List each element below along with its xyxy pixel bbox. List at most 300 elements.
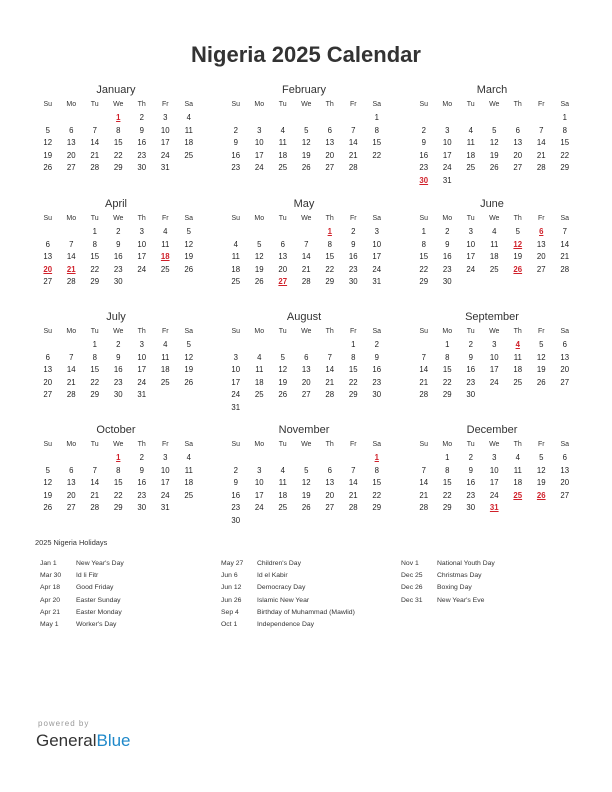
weekday-header: Tu [466,328,475,335]
weekday-header: Th [325,215,334,222]
day-cell: 23 [372,377,382,387]
weekday-header: Su [419,101,429,108]
day-cell: 17 [489,365,499,375]
day-cell: 23 [137,150,147,160]
day-cell: 3 [163,453,168,462]
day-cell: 30 [442,277,452,287]
holiday-date: Dec 31 [401,596,423,604]
month-name: December [466,424,518,436]
day-cell: 2 [351,227,356,236]
empty-cell [60,339,84,352]
day-cell: 26 [489,163,499,173]
day-cell: 4 [233,239,238,249]
day-cell: 12 [43,478,53,488]
day-cell: 8 [351,352,356,362]
day-cell: 28 [66,277,76,287]
day-cell: 19 [254,264,264,274]
day-cell: 13 [278,252,288,262]
day-cell: 6 [45,239,50,249]
day-cell: 31 [137,390,147,400]
day-cell: 17 [137,365,147,375]
empty-cell [83,452,107,465]
empty-cell [506,112,530,125]
holiday-date: May 1 [40,620,59,628]
day-cell: 26 [301,163,311,173]
day-cell: 21 [536,150,546,160]
day-cell: 18 [184,138,194,148]
day-cell: 28 [419,503,429,513]
weekday-header: Mo [254,215,265,222]
day-cell: 4 [280,125,285,135]
day-cell: 15 [348,365,358,375]
day-cell: 20 [325,490,335,500]
day-cell: 9 [468,352,473,362]
day-cell: 26 [43,163,53,173]
month-november [224,422,384,528]
day-cell: 9 [468,465,473,475]
weekday-header: Fr [349,101,357,108]
day-cell: 25 [160,264,170,274]
day-cell: 6 [327,125,332,135]
weekday-header: Tu [90,215,99,222]
weekday-header: Tu [278,328,287,335]
day-cell: 3 [492,340,497,349]
empty-cell [36,452,60,465]
empty-cell [36,339,60,352]
holiday-date: Mar 30 [40,572,62,580]
day-cell: 12 [278,365,288,375]
day-cell: 24 [489,490,499,500]
holiday-day: 4 [515,340,520,349]
holiday-day: 1 [327,227,332,236]
day-cell: 11 [278,478,287,488]
day-cell: 31 [372,277,382,287]
day-cell: 28 [90,163,100,173]
holiday-date: Nov 1 [401,560,419,567]
day-cell: 14 [348,478,358,488]
day-cell: 29 [325,277,335,287]
empty-cell [342,112,366,125]
day-cell: 19 [43,150,53,160]
day-cell: 31 [231,402,241,412]
day-cell: 7 [351,125,356,135]
day-cell: 14 [348,138,358,148]
day-cell: 27 [43,390,53,400]
day-cell: 16 [231,150,241,160]
empty-cell [83,112,107,125]
holiday-date: Jun 12 [221,584,242,592]
weekday-header: Su [419,441,429,448]
month-name: May [293,198,315,210]
day-cell: 28 [419,390,429,400]
day-cell: 9 [445,239,450,249]
day-cell: 16 [137,138,147,148]
day-cell: 30 [113,390,123,400]
holiday-day: 1 [116,453,121,462]
weekday-header: Sa [560,441,570,448]
day-cell: 24 [372,264,382,274]
holiday-item [40,582,124,594]
month-grid [36,212,196,289]
day-cell: 29 [372,503,382,513]
day-cell: 9 [351,239,356,249]
day-cell: 2 [116,340,121,349]
holiday-name: Birthday of Muhammad (Mawlid) [257,608,355,616]
day-cell: 26 [184,377,194,387]
day-cell: 25 [466,163,476,173]
day-cell: 21 [348,150,358,160]
month-name: February [281,84,327,96]
weekday-header: Fr [161,328,169,335]
day-cell: 14 [419,365,429,375]
month-grid [36,325,196,402]
day-cell: 29 [442,390,452,400]
day-cell: 11 [513,465,522,475]
day-cell: 19 [301,490,311,500]
day-cell: 14 [536,138,546,148]
month-september [412,309,572,402]
month-name: September [465,311,519,323]
day-cell: 27 [536,264,546,274]
empty-cell [248,112,272,125]
day-cell: 5 [515,227,520,236]
weekday-header: Th [513,441,522,448]
day-cell: 28 [348,163,358,173]
holiday-item [401,570,495,582]
day-cell: 13 [43,365,53,375]
day-cell: 26 [254,277,264,287]
day-cell: 6 [562,340,567,349]
day-cell: 19 [184,365,194,375]
day-cell: 11 [490,239,499,249]
brand-name-part1: General [36,731,97,750]
holiday-name: Good Friday [76,584,114,592]
month-name: August [286,311,322,323]
day-cell: 9 [233,138,238,148]
day-cell: 2 [139,453,144,462]
day-cell: 28 [301,277,311,287]
day-cell: 9 [374,352,379,362]
day-cell: 23 [442,264,452,274]
empty-cell [412,452,436,465]
day-cell: 24 [254,503,264,513]
day-cell: 5 [304,465,309,475]
day-cell: 5 [186,340,191,349]
day-cell: 4 [186,113,191,122]
day-cell: 7 [69,352,74,362]
day-cell: 19 [513,252,523,262]
weekday-header: Mo [254,328,265,335]
holiday-name: Worker's Day [76,620,117,628]
month-grid [36,438,196,515]
holiday-day: 26 [513,264,523,274]
holiday-item [221,619,355,631]
holiday-name: National Youth Day [437,560,495,567]
day-cell: 27 [513,163,523,173]
day-cell: 20 [560,365,570,375]
day-cell: 29 [90,277,100,287]
weekday-header: Mo [66,215,77,222]
month-grid [412,212,572,289]
day-cell: 11 [161,352,170,362]
empty-cell [295,226,319,239]
weekday-header: Sa [372,328,382,335]
day-cell: 3 [257,465,262,475]
weekday-header: Su [43,441,53,448]
day-cell: 22 [560,150,570,160]
day-cell: 11 [513,352,522,362]
day-cell: 5 [539,453,544,462]
weekday-header: Tu [466,441,475,448]
holiday-name: Id el Kabir [257,572,288,580]
day-cell: 22 [348,377,358,387]
day-cell: 16 [231,490,241,500]
generalblue-logo[interactable] [36,731,131,751]
day-cell: 28 [536,163,546,173]
day-cell: 28 [348,503,358,513]
holiday-item [401,582,495,594]
day-cell: 22 [442,490,452,500]
month-grid [224,212,384,289]
day-cell: 30 [466,390,476,400]
day-cell: 24 [442,163,452,173]
day-cell: 22 [372,150,382,160]
day-cell: 10 [466,239,476,249]
day-cell: 30 [231,515,241,525]
day-cell: 13 [301,365,311,375]
weekday-header: We [113,328,124,335]
day-cell: 7 [562,227,567,236]
weekday-header: Fr [349,441,357,448]
day-cell: 5 [280,352,285,362]
day-cell: 4 [492,227,497,236]
day-cell: 24 [231,390,241,400]
day-cell: 7 [351,465,356,475]
day-cell: 19 [278,377,288,387]
weekday-header: We [113,215,124,222]
day-cell: 21 [90,150,100,160]
day-cell: 1 [445,453,450,462]
weekday-header: Sa [372,215,382,222]
holiday-date: Jan 1 [40,560,57,567]
day-cell: 7 [327,352,332,362]
month-grid [224,438,384,528]
empty-cell [342,452,366,465]
day-cell: 15 [419,252,429,262]
day-cell: 23 [231,503,241,513]
holiday-item [221,558,355,570]
weekday-header: Su [43,328,53,335]
day-cell: 2 [374,340,379,349]
day-cell: 10 [137,239,147,249]
empty-cell [60,226,84,239]
weekday-header: Fr [349,328,357,335]
day-cell: 30 [466,503,476,513]
weekday-header: Th [137,101,146,108]
weekday-header: Mo [442,328,453,335]
day-cell: 17 [254,150,264,160]
day-cell: 6 [327,465,332,475]
holiday-item [40,595,124,607]
weekday-header: We [113,441,124,448]
holiday-name: Easter Sunday [76,596,121,604]
day-cell: 16 [372,365,382,375]
day-cell: 25 [184,490,194,500]
day-cell: 1 [351,340,356,349]
holiday-day: 18 [160,252,170,262]
day-cell: 29 [419,277,429,287]
day-cell: 8 [116,125,121,135]
day-cell: 12 [301,478,311,488]
day-cell: 25 [278,503,288,513]
month-grid [412,98,572,188]
holiday-day: 30 [419,175,429,185]
day-cell: 10 [254,138,264,148]
day-cell: 8 [92,352,97,362]
day-cell: 4 [163,227,168,236]
day-cell: 3 [163,113,168,122]
day-cell: 8 [92,239,97,249]
month-august [224,309,384,415]
day-cell: 14 [90,478,100,488]
day-cell: 4 [280,465,285,475]
weekday-header: Su [231,215,241,222]
day-cell: 11 [184,465,193,475]
day-cell: 13 [66,478,76,488]
day-cell: 1 [445,340,450,349]
day-cell: 12 [43,138,53,148]
day-cell: 19 [536,478,546,488]
day-cell: 7 [421,465,426,475]
empty-cell [60,112,84,125]
weekday-header: Th [513,215,522,222]
day-cell: 18 [489,252,499,262]
holiday-day: 6 [539,227,544,236]
day-cell: 4 [163,340,168,349]
day-cell: 29 [442,503,452,513]
empty-cell [248,339,272,352]
day-cell: 11 [184,125,193,135]
empty-cell [36,112,60,125]
day-cell: 5 [186,227,191,236]
day-cell: 23 [137,490,147,500]
weekday-header: Th [137,328,146,335]
holiday-date: Apr 18 [40,584,61,592]
day-cell: 3 [139,227,144,236]
day-cell: 7 [421,352,426,362]
day-cell: 2 [116,227,121,236]
day-cell: 6 [69,125,74,135]
holiday-name: Children's Day [257,560,301,567]
month-name: January [96,84,136,96]
day-cell: 10 [160,465,170,475]
holiday-name: Easter Monday [76,608,122,616]
empty-cell [271,452,295,465]
day-cell: 9 [233,478,238,488]
day-cell: 10 [160,125,170,135]
day-cell: 10 [372,239,382,249]
holiday-column [221,558,355,631]
day-cell: 5 [257,239,262,249]
day-cell: 13 [325,138,335,148]
day-cell: 20 [560,478,570,488]
day-cell: 17 [254,490,264,500]
day-cell: 14 [66,252,76,262]
weekday-header: Th [513,328,522,335]
day-cell: 25 [160,377,170,387]
weekday-header: Tu [90,328,99,335]
day-cell: 20 [301,377,311,387]
day-cell: 29 [348,390,358,400]
day-cell: 18 [160,365,170,375]
empty-cell [318,339,342,352]
empty-cell [436,112,460,125]
day-cell: 8 [445,352,450,362]
weekday-header: Fr [161,101,169,108]
weekday-header: Tu [90,101,99,108]
holiday-item [401,558,495,570]
holiday-item [40,619,124,631]
weekday-header: Th [325,101,334,108]
weekday-header: Su [419,215,429,222]
day-cell: 27 [325,503,335,513]
day-cell: 23 [113,264,123,274]
day-cell: 22 [90,264,100,274]
weekday-header: Sa [184,101,194,108]
day-cell: 10 [137,352,147,362]
weekday-header: Mo [254,101,265,108]
weekday-header: Fr [161,441,169,448]
weekday-header: We [489,328,500,335]
month-june [412,196,572,289]
day-cell: 19 [43,490,53,500]
day-cell: 17 [489,478,499,488]
weekday-header: Tu [466,101,475,108]
day-cell: 10 [231,365,241,375]
day-cell: 4 [515,453,520,462]
day-cell: 11 [161,239,170,249]
day-cell: 13 [325,478,335,488]
empty-cell [271,226,295,239]
day-cell: 24 [466,264,476,274]
day-cell: 20 [325,150,335,160]
day-cell: 2 [233,125,238,135]
day-cell: 23 [419,163,429,173]
month-name: November [278,424,330,436]
day-cell: 30 [137,163,147,173]
holiday-column [401,558,495,607]
day-cell: 21 [419,490,429,500]
day-cell: 23 [466,377,476,387]
holiday-name: Islamic New Year [257,596,310,604]
day-cell: 8 [374,465,379,475]
day-cell: 18 [513,365,523,375]
day-cell: 18 [278,150,288,160]
day-cell: 26 [536,377,546,387]
day-cell: 15 [372,138,382,148]
weekday-header: Mo [442,215,453,222]
day-cell: 2 [233,465,238,475]
month-name: July [106,311,126,323]
holiday-name: Christmas Day [437,572,482,580]
day-cell: 8 [562,125,567,135]
day-cell: 8 [421,239,426,249]
empty-cell [459,112,483,125]
day-cell: 1 [421,227,426,236]
day-cell: 4 [468,125,473,135]
day-cell: 25 [278,163,288,173]
month-may [224,196,384,289]
